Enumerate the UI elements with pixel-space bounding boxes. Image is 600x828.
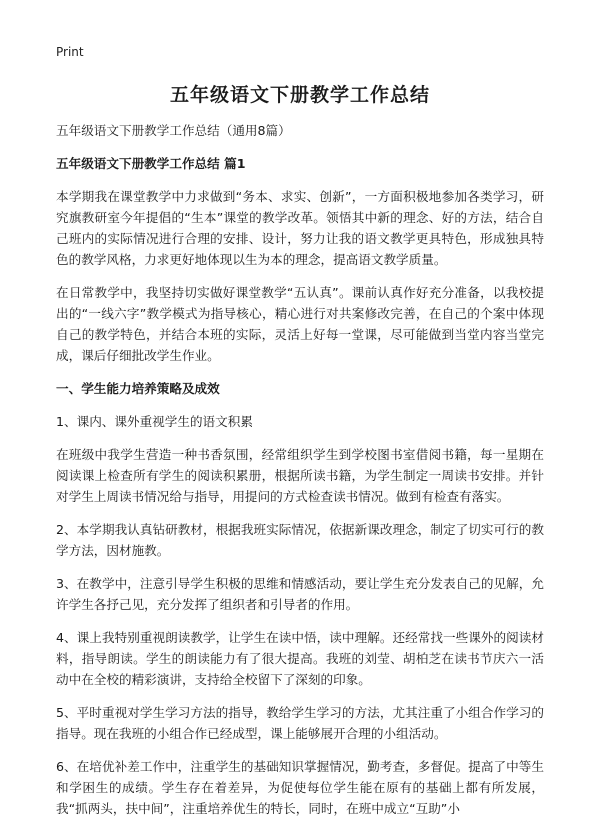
list-item: 4、课上我特别重视朗读教学，让学生在读中悟，读中理解。还经常找一些课外的阅读材料，指导朗读。学生的朗读能力有了很大提高。我班的刘莹、胡柏芝在读书节庆六一活动中在全校的精彩演讲，支持给全校留下了深刻的印象。 [56,630,544,687]
list-item: 3、在教学中，注意引导学生积极的思维和情感活动，要让学生充分发表自己的见解，允许学生各抒己见，充分发挥了组织者和引导者的作用。 [56,576,544,612]
section-title: 五年级语文下册教学工作总结 篇1 [56,156,246,171]
document-subtitle: 五年级语文下册教学工作总结（通用8篇） [56,123,291,138]
print-link[interactable]: Print [56,45,84,59]
list-item: 5、平时重视对学生学习方法的指导，教给学生学习的方法，尤其注重了小组合作学习的指导。现在我班的小组合作已经成型，课上能够展开合理的小组活动。 [56,705,544,741]
list-item: 2、本学期我认真钻研教材，根据我班实际情况，依据新课改理念，制定了切实可行的教学方法，因材施教。 [56,522,544,558]
page-title: 五年级语文下册教学工作总结 [169,84,430,106]
subheading: 1、课内、课外重视学生的语文积累 [56,414,253,429]
paragraph: 在日常教学中，我坚持切实做好课堂教学“五认真”。课前认真作好充分准备，以我校提出的“一线六字”教学模式为指导核心，精心进行对共案修改完善，在自己的个案中体现自己的教学特色，并结合本班的实际，灵活上好每一堂课，尽可能做到当堂内容当堂完成，课后仔细批改学生作业。 [56,285,544,363]
paragraph: 在班级中我学生营造一种书香氛围，经常组织学生到学校图书室借阅书籍，每一星期在阅读课上检查所有学生的阅读积累册，根据所读书籍，为学生制定一周读书安排。并针对学生上周读书情况给与指导，用提问的方式检查读书情况。做到有检查有落实。 [56,447,544,504]
paragraph: 本学期我在课堂教学中力求做到“务本、求实、创新”，一方面积极地参加各类学习，研究旗教研室今年提倡的“生本”课堂的教学改革。领悟其中新的理念、好的方法，结合自己班内的实际情况进行合理的安排、设计，努力让我的语文教学更具特色，形成独具特色的教学风格，力求更好地体现以生为本的理念，提高语文教学质量。 [56,189,544,267]
list-item: 6、在培优补差工作中，注重学生的基础知识掌握情况，勤考查，多督促。提高了中等生和学困生的成绩。学生存在着差异，为促使每位学生能在原有的基础上都有所发展，我“抓两头，扶中间”，注重培养优生的特长，同时，在班中成立“互助”小 [56,759,544,816]
section-heading: 一、学生能力培养策略及成效 [56,381,220,396]
document-body [56,120,544,828]
